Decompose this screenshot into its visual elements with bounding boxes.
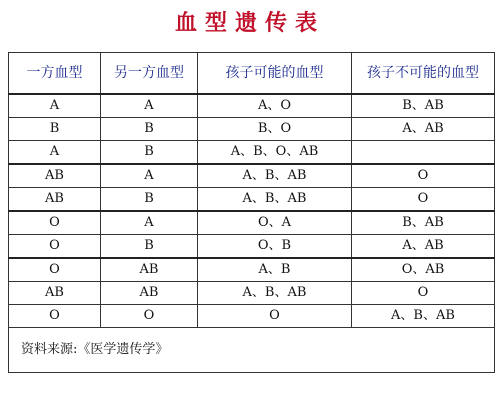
- header-parent-two: 另一方血型: [101, 53, 198, 95]
- cell-parent-two: B: [101, 235, 198, 259]
- cell-parent-one: AB: [9, 282, 101, 305]
- cell-parent-two: B: [101, 118, 198, 141]
- cell-child-impossible: A、AB: [352, 235, 495, 259]
- cell-parent-two: A: [101, 211, 198, 235]
- table-row: [9, 235, 495, 259]
- cell-parent-two: B: [101, 188, 198, 212]
- cell-child-possible: A、B、O、AB: [198, 141, 352, 165]
- cell-parent-one: A: [9, 141, 101, 165]
- header-parent-one: 一方血型: [9, 53, 101, 95]
- cell-parent-one: O: [9, 235, 101, 259]
- cell-parent-two: B: [101, 141, 198, 165]
- blood-type-table: [8, 52, 495, 373]
- cell-child-possible: A、B: [198, 258, 352, 282]
- cell-parent-one: AB: [9, 188, 101, 212]
- blood-type-table-container: [8, 52, 494, 373]
- source-row: [9, 328, 495, 373]
- table-row: [9, 305, 495, 328]
- cell-child-impossible: B、AB: [352, 94, 495, 118]
- table-row: [9, 94, 495, 118]
- cell-child-possible: A、B、AB: [198, 188, 352, 212]
- table-row: [9, 188, 495, 212]
- table-row: [9, 141, 495, 165]
- cell-parent-two: AB: [101, 282, 198, 305]
- cell-child-impossible: O: [352, 282, 495, 305]
- table-row: [9, 164, 495, 188]
- cell-parent-one: AB: [9, 164, 101, 188]
- header-child-impossible: 孩子不可能的血型: [352, 53, 495, 95]
- cell-child-possible: O、B: [198, 235, 352, 259]
- cell-child-possible: O、A: [198, 211, 352, 235]
- cell-child-impossible: B、AB: [352, 211, 495, 235]
- cell-child-impossible: A、B、AB: [352, 305, 495, 328]
- cell-child-possible: B、O: [198, 118, 352, 141]
- page-title: 血型遗传表: [174, 10, 325, 36]
- cell-parent-one: O: [9, 258, 101, 282]
- cell-child-impossible: O、AB: [352, 258, 495, 282]
- header-child-possible: 孩子可能的血型: [198, 53, 352, 95]
- cell-parent-two: A: [101, 164, 198, 188]
- cell-child-impossible: O: [352, 188, 495, 212]
- table-row: [9, 282, 495, 305]
- source-note: 资料来源:《医学遗传学》: [9, 328, 495, 373]
- table-row: [9, 211, 495, 235]
- cell-child-possible: O: [198, 305, 352, 328]
- table-body: [9, 94, 495, 328]
- cell-parent-two: AB: [101, 258, 198, 282]
- cell-child-possible: A、B、AB: [198, 164, 352, 188]
- table-row: [9, 258, 495, 282]
- table-row: [9, 118, 495, 141]
- table-header-row: [9, 53, 495, 95]
- cell-parent-two: A: [101, 94, 198, 118]
- cell-parent-one: O: [9, 305, 101, 328]
- cell-child-impossible: [352, 141, 495, 165]
- cell-child-possible: A、O: [198, 94, 352, 118]
- cell-parent-one: A: [9, 94, 101, 118]
- cell-child-impossible: O: [352, 164, 495, 188]
- cell-parent-one: B: [9, 118, 101, 141]
- cell-child-possible: A、B、AB: [198, 282, 352, 305]
- cell-parent-one: O: [9, 211, 101, 235]
- cell-parent-two: O: [101, 305, 198, 328]
- cell-child-impossible: A、AB: [352, 118, 495, 141]
